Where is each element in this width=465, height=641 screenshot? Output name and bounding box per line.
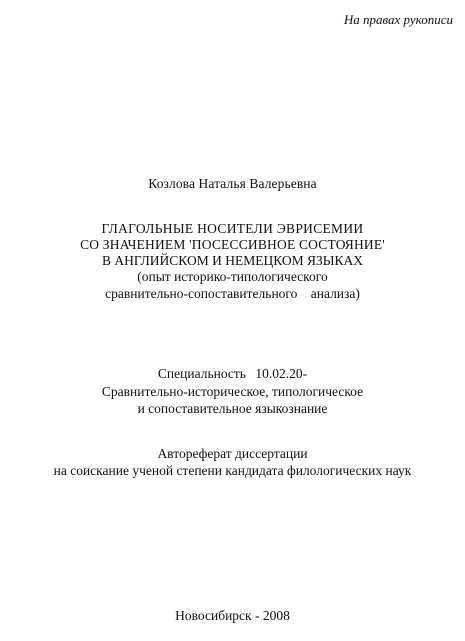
specialty-name-line-2: и сопоставительное языкознание (137, 401, 328, 416)
specialty-name-line-1: Сравнительно-историческое, типологическое (101, 384, 364, 399)
subtitle-line-1: (опыт историко-типологического (137, 269, 328, 284)
city-year: Новосибирск - 2008 (175, 608, 290, 623)
author-name: Козлова Наталья Валерьевна (148, 176, 317, 191)
abstract-heading: Автореферат диссертации (157, 446, 308, 461)
rights-note: На правах рукописи (343, 12, 453, 27)
title-line-3: В АНГЛИЙСКОМ И НЕМЕЦКОМ ЯЗЫКАХ (101, 253, 364, 268)
degree-statement: на соискание ученой степени кандидата филологических наук (53, 463, 412, 478)
title-line-2: СО ЗНАЧЕНИЕМ 'ПОСЕССИВНОЕ СОСТОЯНИЕ' (80, 237, 385, 252)
subtitle-line-2: сравнительно-сопоставительного анализа) (105, 286, 360, 301)
specialty-code: Специальность 10.02.20- (157, 366, 308, 381)
title-line-1: ГЛАГОЛЬНЫЕ НОСИТЕЛИ ЭВРИСЕМИИ (101, 221, 364, 236)
